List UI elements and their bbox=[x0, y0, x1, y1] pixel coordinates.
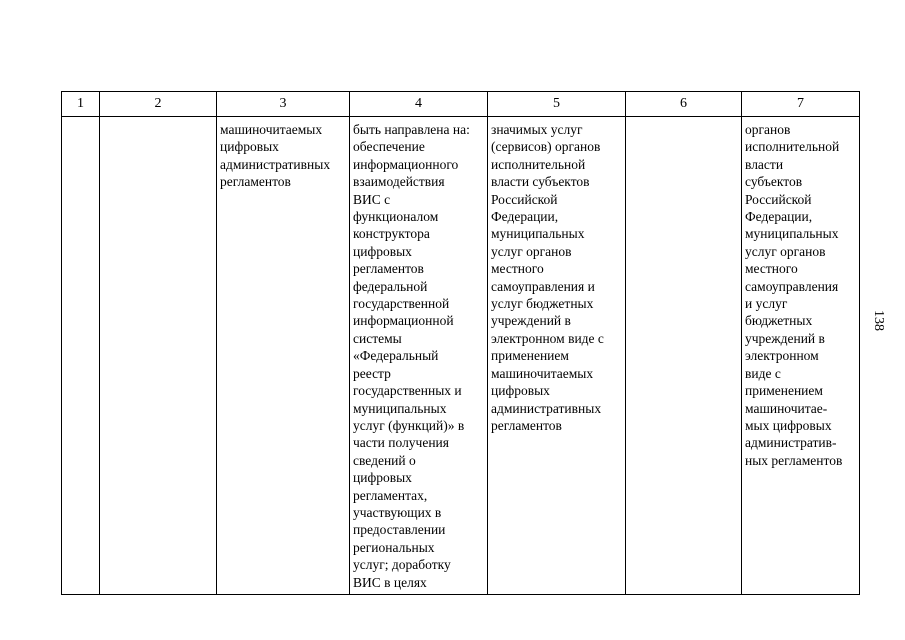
cell-col-1 bbox=[62, 117, 100, 595]
header-cell-7: 7 bbox=[742, 92, 860, 117]
cell-col-4: быть направлена на: обеспечение информационного взаимодействия ВИС с функционалом конструктора цифровых регламентов федеральной государственной информационной системы «Федеральный реестр государственных и муниципальных услуг (функций)» в части получения сведений о цифровых регламентах, участвующих в предоставлении региональных услуг; доработку ВИС в целях bbox=[350, 117, 488, 595]
cell-col-2 bbox=[100, 117, 217, 595]
header-cell-2: 2 bbox=[100, 92, 217, 117]
header-cell-1: 1 bbox=[62, 92, 100, 117]
cell-col-5: значимых услуг (сервисов) органов исполнительной власти субъектов Российской Федерации, муниципальных услуг органов местного самоуправления и услуг бюджетных учреждений в электронном виде с применением машиночитаемых цифровых административных регламентов bbox=[488, 117, 626, 595]
cell-col-6 bbox=[626, 117, 742, 595]
header-cell-3: 3 bbox=[217, 92, 350, 117]
table-row bbox=[62, 117, 860, 595]
header-cell-6: 6 bbox=[626, 92, 742, 117]
header-cell-5: 5 bbox=[488, 92, 626, 117]
table-header-row bbox=[62, 92, 860, 117]
document-table bbox=[61, 91, 860, 595]
cell-col-7: органов исполнительной власти субъектов Российской Федерации, муниципальных услуг органов местного самоуправления и услуг бюджетных учреждений в электронном виде с применением машиночитае- мых цифровых административ- ных регламентов bbox=[742, 117, 860, 595]
cell-col-3: машиночитаемых цифровых административных регламентов bbox=[217, 117, 350, 595]
header-cell-4: 4 bbox=[350, 92, 488, 117]
page-number: 138 bbox=[871, 310, 886, 331]
